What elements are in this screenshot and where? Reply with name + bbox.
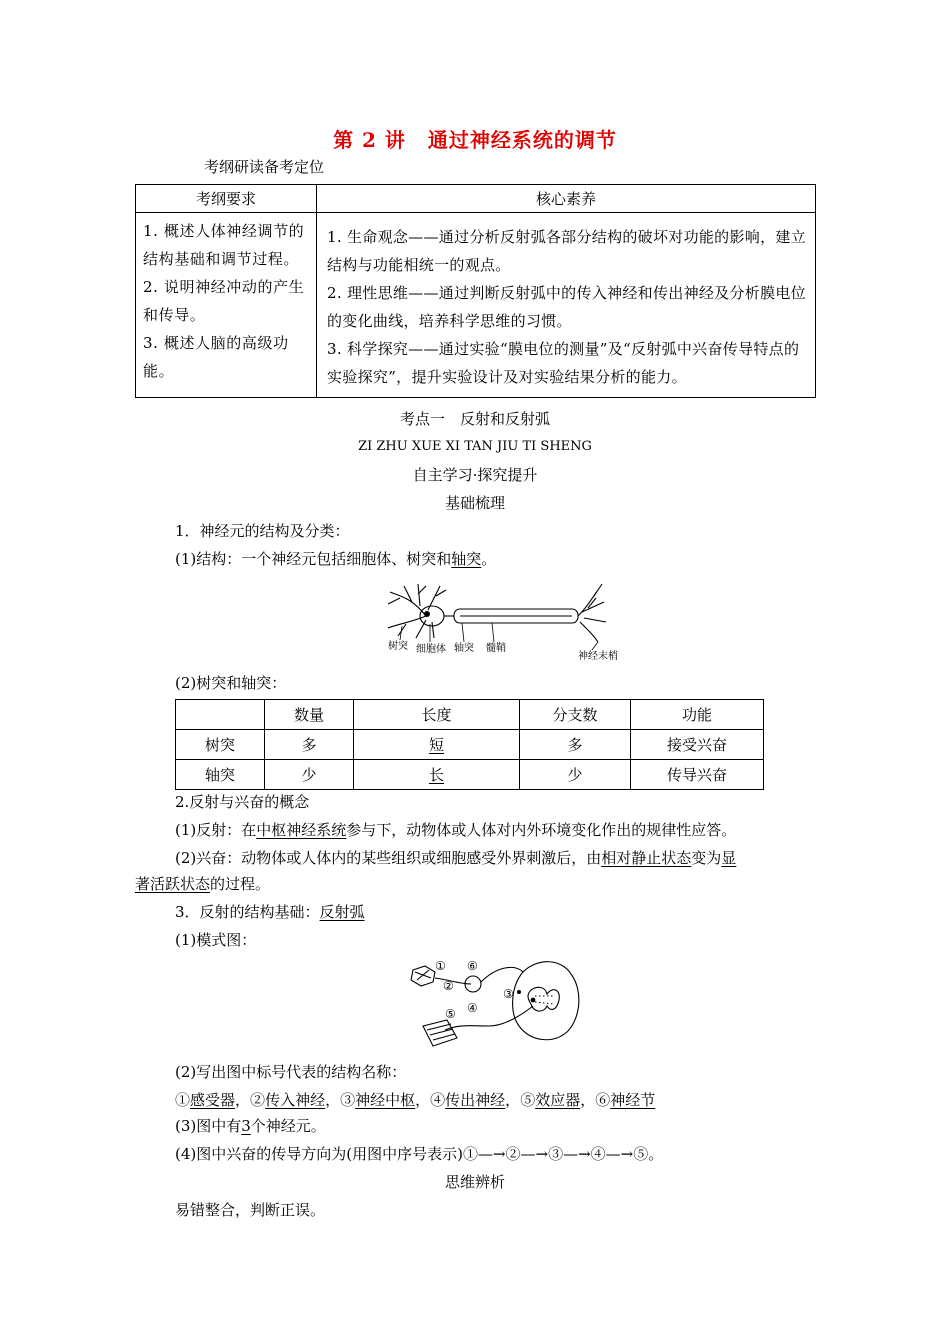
table-cell: 多 — [520, 730, 631, 760]
item1-sub2: (2)树突和轴突： — [175, 674, 287, 692]
literacy-item: 3. 科学探究——通过实验“膜电位的测量”及“反射弧中兴奋传导特点的实验探究”，提升实验设计及对实验结果分析的能力。 — [327, 340, 800, 386]
answer-blank: 传出神经 — [445, 1091, 506, 1109]
text: ③ — [340, 1091, 356, 1109]
table-cell: 传导兴奋 — [631, 760, 764, 790]
literacy-item: 1. 生命观念——通过分析反射弧各部分结构的破坏对功能的影响，建立结构与功能相统一的观点。 — [327, 228, 806, 274]
header-cell: 功能 — [631, 700, 764, 730]
text: ④ — [430, 1091, 446, 1109]
answer-blank: 短 — [428, 736, 444, 754]
item2-reflex — [175, 819, 736, 841]
thinking-intro: 易错整合，判断正误。 — [175, 1201, 326, 1219]
table-row — [176, 730, 764, 760]
answer-blank: 著活跃状态 — [135, 875, 211, 893]
syllabus-table — [135, 184, 816, 398]
item3-count — [175, 1115, 326, 1137]
answer-blank: 3 — [241, 1117, 251, 1135]
item1-structure — [175, 548, 496, 570]
requirement-item: 2. 说明神经冲动的产生和传导。 — [143, 278, 305, 324]
text: ⑥ — [595, 1091, 611, 1109]
table-cell: 树突 — [176, 730, 265, 760]
label-nerve-ending: 神经末梢 — [578, 651, 618, 662]
text: 变为 — [691, 849, 722, 867]
item2-title: 2.反射与兴奋的概念 — [175, 793, 310, 811]
compare-table — [175, 699, 764, 790]
text: 。 — [481, 550, 497, 568]
item3-names: ①感受器，②传入神经，③神经中枢，④传出神经，⑤效应器，⑥神经节 — [175, 1091, 656, 1109]
answer-blank: 效应器 — [535, 1091, 581, 1109]
mark-1: ① — [435, 959, 446, 973]
label-axon: 轴突 — [454, 643, 474, 654]
item3-model: (1)模式图： — [175, 931, 257, 949]
header-cell: 长度 — [354, 700, 520, 730]
item2-excite — [175, 847, 736, 869]
label-cell-body: 细胞体 — [416, 644, 446, 655]
table-cell: 多 — [265, 730, 354, 760]
table-cell: 少 — [265, 760, 354, 790]
table-cell — [354, 760, 520, 790]
mark-5: ⑤ — [445, 1007, 456, 1021]
answer-blank: 长 — [428, 766, 444, 784]
syllabus-heading: 考纲研读备考定位 — [204, 158, 325, 176]
mark-6: ⑥ — [467, 959, 478, 973]
text: ① — [175, 1091, 191, 1109]
table-cell: 少 — [520, 760, 631, 790]
table-cell — [354, 730, 520, 760]
answer-blank: 神经中枢 — [355, 1091, 416, 1109]
text: 的过程。 — [210, 875, 271, 893]
table-row — [176, 760, 764, 790]
pinyin-line: ZI ZHU XUE XI TAN JIU TI SHENG — [358, 439, 592, 454]
answer-blank: 轴突 — [451, 550, 482, 568]
thinking-heading: 思维辨析 — [444, 1173, 505, 1191]
text: ⑤ — [520, 1091, 536, 1109]
text: (1)反射：在 — [175, 821, 257, 839]
text: ② — [250, 1091, 266, 1109]
page-title — [0, 124, 950, 153]
subheading: 自主学习·探究提升 — [412, 466, 538, 484]
requirement-item: 3. 概述人脑的高级功能。 — [143, 334, 289, 380]
item2-excite-cont — [135, 873, 270, 895]
mark-3: ③ — [503, 987, 514, 1001]
header-literacy: 核心素养 — [317, 185, 816, 213]
answer-blank: 传入神经 — [265, 1091, 326, 1109]
lesson-title: 通过神经系统的调节 — [427, 128, 617, 152]
literacy-cell — [317, 213, 816, 398]
requirements-cell — [136, 213, 317, 398]
text: (2)兴奋：动物体或人体内的某些组织或细胞感受外界刺激后，由 — [175, 849, 602, 867]
section-heading: 基础梳理 — [444, 494, 505, 512]
answer-blank: 中枢神经系统 — [256, 821, 347, 839]
requirement-item: 1. 概述人体神经调节的结构基础和调节过程。 — [143, 222, 305, 268]
text: 参与下，动物体或人体对内外环境变化作出的规律性应答。 — [346, 821, 737, 839]
reflex-arc-figure — [405, 956, 585, 1052]
answer-blank: 反射弧 — [319, 903, 365, 921]
text: (3)图中有 — [175, 1117, 242, 1135]
answer-blank: 相对静止状态 — [601, 849, 692, 867]
text: 个神经元。 — [250, 1117, 326, 1135]
answer-blank: 感受器 — [190, 1091, 236, 1109]
answer-blank: 神经节 — [610, 1091, 656, 1109]
header-cell: 数量 — [265, 700, 354, 730]
literacy-item: 2. 理性思维——通过判断反射弧中的传入神经和传出神经及分析膜电位的变化曲线，培养科学思维的习惯。 — [327, 284, 806, 330]
text: (1)结构：一个神经元包括细胞体、树突和 — [175, 550, 452, 568]
mark-2: ② — [443, 979, 454, 993]
item1-title: 1．神经元的结构及分类： — [175, 522, 350, 540]
table-cell: 接受兴奋 — [631, 730, 764, 760]
mark-4: ④ — [467, 1001, 478, 1015]
item3-title — [175, 901, 365, 923]
text: 3．反射的结构基础： — [175, 903, 320, 921]
point-heading: 考点一 反射和反射弧 — [399, 410, 550, 428]
item3-direction: (4)图中兴奋的传导方向为(用图中序号表示)①—→②—→③—→④—→⑤。 — [175, 1145, 664, 1163]
lesson-number: 第 2 讲 — [333, 128, 406, 152]
table-cell: 轴突 — [176, 760, 265, 790]
answer-blank: 显 — [721, 849, 737, 867]
header-cell — [176, 700, 265, 730]
label-myelin: 髓鞘 — [486, 643, 506, 654]
item3-names-prompt: (2)写出图中标号代表的结构名称： — [175, 1063, 407, 1081]
header-cell: 分支数 — [520, 700, 631, 730]
header-requirements: 考纲要求 — [136, 185, 317, 213]
label-dendrite: 树突 — [388, 641, 408, 652]
neuron-figure — [382, 578, 618, 662]
